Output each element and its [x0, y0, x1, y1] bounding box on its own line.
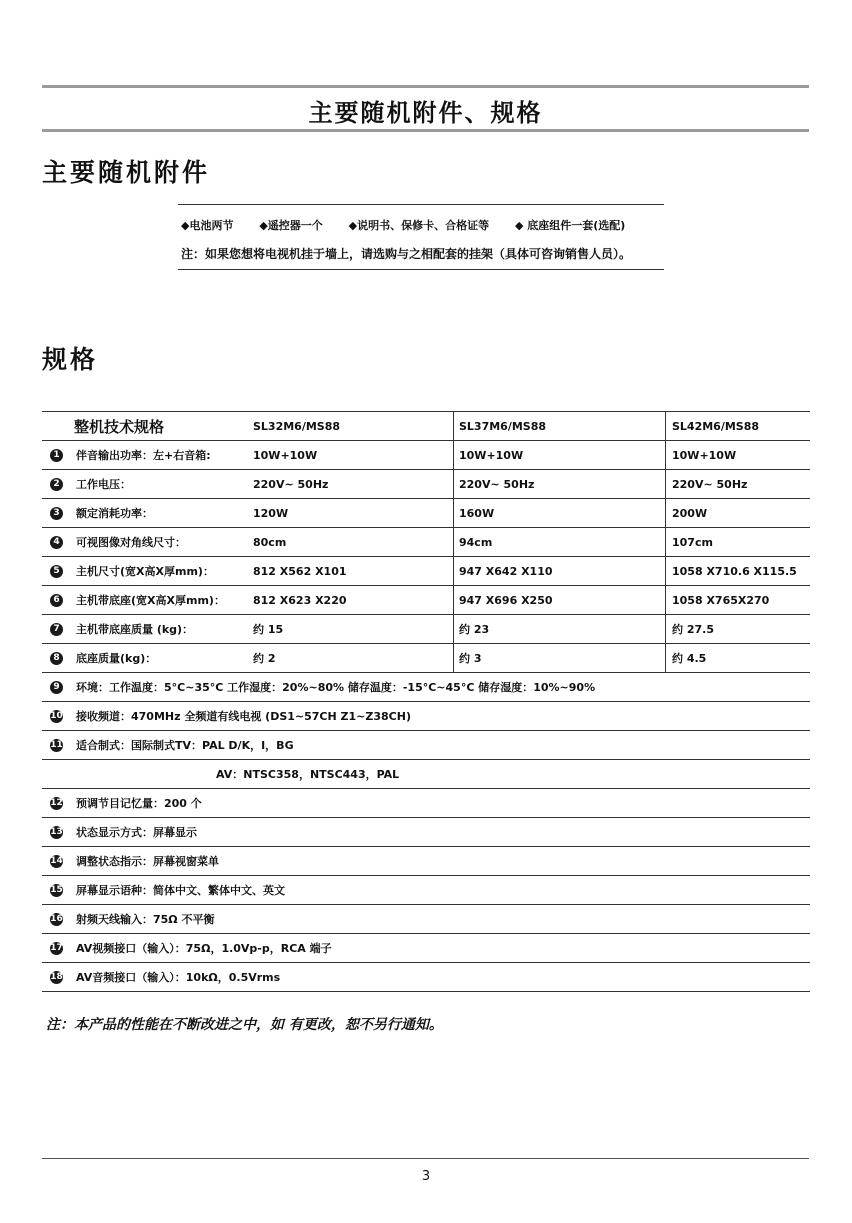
- number-badge-icon: 15: [50, 884, 63, 895]
- spec-label: 额定消耗功率：: [76, 499, 249, 528]
- row-number: [42, 673, 76, 702]
- row-number: [42, 644, 76, 673]
- spec-row: [42, 934, 810, 963]
- page-title: 主要随机附件、规格: [308, 98, 543, 127]
- row-number: [42, 789, 76, 818]
- row-number: [42, 470, 76, 499]
- spec-row: [42, 644, 810, 673]
- row-number: [42, 557, 76, 586]
- spec-row: [42, 760, 810, 789]
- spec-row: [42, 441, 810, 470]
- spec-value: 1058 X710.6 X115.5: [666, 557, 811, 586]
- row-number: [42, 499, 76, 528]
- spec-value: 约 4.5: [666, 644, 811, 673]
- number-badge-icon: 9: [50, 681, 63, 694]
- spec-label: 底座质量(kg)：: [76, 644, 249, 673]
- row-number: [42, 615, 76, 644]
- spec-value: 120W: [249, 499, 454, 528]
- page-number: 3: [421, 1169, 431, 1184]
- spec-value: 160W: [454, 499, 666, 528]
- disclaimer-note: 注：本产品的性能在不断改进之中，如 有更改，恕不另行通知。: [46, 1017, 443, 1033]
- spec-row: [42, 673, 810, 702]
- spec-row: [42, 499, 810, 528]
- spec-text: AV音频接口（输入）：10kΩ，0.5Vrms: [76, 963, 810, 992]
- number-badge-icon: 14: [50, 855, 63, 866]
- spec-row: [42, 615, 810, 644]
- model-name: SL32M6/MS88: [249, 412, 454, 441]
- number-badge-icon: 12: [50, 797, 63, 808]
- spec-text: 适合制式：国际制式TV：PAL D/K，I，BG: [76, 731, 810, 760]
- spec-row: [42, 528, 810, 557]
- model-name: SL42M6/MS88: [666, 412, 811, 441]
- spec-row: [42, 847, 810, 876]
- spec-value: 约 15: [249, 615, 454, 644]
- spec-value: 107cm: [666, 528, 811, 557]
- row-number: [42, 528, 76, 557]
- spec-header-label: 整机技术规格: [42, 412, 249, 441]
- number-badge-icon: 8: [50, 652, 63, 665]
- spec-label: 伴音输出功率：左+右音箱:: [76, 441, 249, 470]
- row-number: [42, 905, 76, 934]
- spec-value: 94cm: [454, 528, 666, 557]
- number-badge-icon: 10: [50, 710, 63, 721]
- spec-value: 10W+10W: [249, 441, 454, 470]
- number-badge-icon: 5: [50, 565, 63, 578]
- row-number: [42, 963, 76, 992]
- accessories-heading: 主要随机附件: [42, 158, 211, 187]
- spec-text: 屏幕显示语种：简体中文、繁体中文、英文: [76, 876, 810, 905]
- row-number: [42, 441, 76, 470]
- spec-value: 812 X623 X220: [249, 586, 454, 615]
- number-badge-icon: 4: [50, 536, 63, 549]
- spec-value: 约 3: [454, 644, 666, 673]
- spec-value: 约 27.5: [666, 615, 811, 644]
- row-number: [42, 760, 76, 789]
- number-badge-icon: 13: [50, 826, 63, 837]
- accessory-item: ◆说明书、保修卡、合格证等: [348, 219, 490, 232]
- spec-row: [42, 586, 810, 615]
- spec-label: 主机带底座质量 (kg)：: [76, 615, 249, 644]
- row-number: [42, 876, 76, 905]
- model-name: SL37M6/MS88: [454, 412, 666, 441]
- number-badge-icon: 17: [50, 942, 63, 953]
- row-number: [42, 702, 76, 731]
- spec-row: [42, 963, 810, 992]
- number-badge-icon: 18: [50, 971, 63, 982]
- wall-mount-note: 注：如果您想将电视机挂于墙上，请选购与之相配套的挂架（具体可咨询销售人员）。: [181, 247, 632, 261]
- spec-row: [42, 731, 810, 760]
- accessory-list: [181, 217, 647, 233]
- spec-text: 状态显示方式：屏幕显示: [76, 818, 810, 847]
- spec-value: 10W+10W: [454, 441, 666, 470]
- row-number: [42, 586, 76, 615]
- spec-row: [42, 557, 810, 586]
- spec-value: 约 2: [249, 644, 454, 673]
- number-badge-icon: 7: [50, 623, 63, 636]
- number-badge-icon: 1: [50, 449, 63, 462]
- row-number: [42, 934, 76, 963]
- spec-value: 812 X562 X101: [249, 557, 454, 586]
- accessory-item: ◆电池两节: [181, 219, 234, 232]
- spec-text: 预调节目记忆量：200 个: [76, 789, 810, 818]
- accessory-item: ◆遥控器一个: [259, 219, 323, 232]
- spec-value: 约 23: [454, 615, 666, 644]
- spec-text: 环境：工作温度：5°C~35°C 工作湿度：20%~80% 储存温度：-15°C~45°C 储存湿度：10%~90%: [76, 673, 810, 702]
- title-underline: [42, 129, 809, 132]
- spec-value: 1058 X765X270: [666, 586, 811, 615]
- number-badge-icon: 2: [50, 478, 63, 491]
- accessory-item: ◆ 底座组件一套(选配): [514, 219, 626, 232]
- spec-text: 射频天线输入：75Ω 不平衡: [76, 905, 810, 934]
- spec-value: 200W: [666, 499, 811, 528]
- specs-heading: 规格: [42, 345, 99, 374]
- spec-value: 220V~ 50Hz: [454, 470, 666, 499]
- spec-value: 220V~ 50Hz: [249, 470, 454, 499]
- spec-text: 调整状态指示：屏幕视窗菜单: [76, 847, 810, 876]
- number-badge-icon: 6: [50, 594, 63, 607]
- spec-label: 主机尺寸(宽X高X厚mm)：: [76, 557, 249, 586]
- spec-value: 220V~ 50Hz: [666, 470, 811, 499]
- spec-row: [42, 789, 810, 818]
- spec-value: 947 X642 X110: [454, 557, 666, 586]
- spec-header-row: [42, 412, 810, 441]
- spec-row: [42, 702, 810, 731]
- row-number: [42, 847, 76, 876]
- footer-rule: [42, 1158, 809, 1159]
- spec-value: 10W+10W: [666, 441, 811, 470]
- spec-text: 接收频道：470MHz 全频道有线电视 (DS1~57CH Z1~Z38CH): [76, 702, 810, 731]
- spec-label: 工作电压：: [76, 470, 249, 499]
- row-number: [42, 731, 76, 760]
- spec-row: [42, 876, 810, 905]
- spec-label: 可视图像对角线尺寸：: [76, 528, 249, 557]
- number-badge-icon: 3: [50, 507, 63, 520]
- spec-table: [42, 411, 810, 992]
- spec-row: [42, 818, 810, 847]
- spec-value: 947 X696 X250: [454, 586, 666, 615]
- spec-text: AV：NTSC358，NTSC443，PAL: [76, 760, 810, 789]
- number-badge-icon: 16: [50, 913, 63, 924]
- spec-text: AV视频接口（输入）：75Ω，1.0Vp-p，RCA 端子: [76, 934, 810, 963]
- spec-row: [42, 905, 810, 934]
- spec-label: 主机带底座(宽X高X厚mm)：: [76, 586, 249, 615]
- number-badge-icon: 11: [50, 739, 63, 750]
- accessories-box: [178, 204, 664, 270]
- spec-value: 80cm: [249, 528, 454, 557]
- top-rule: [42, 85, 809, 88]
- spec-row: [42, 470, 810, 499]
- row-number: [42, 818, 76, 847]
